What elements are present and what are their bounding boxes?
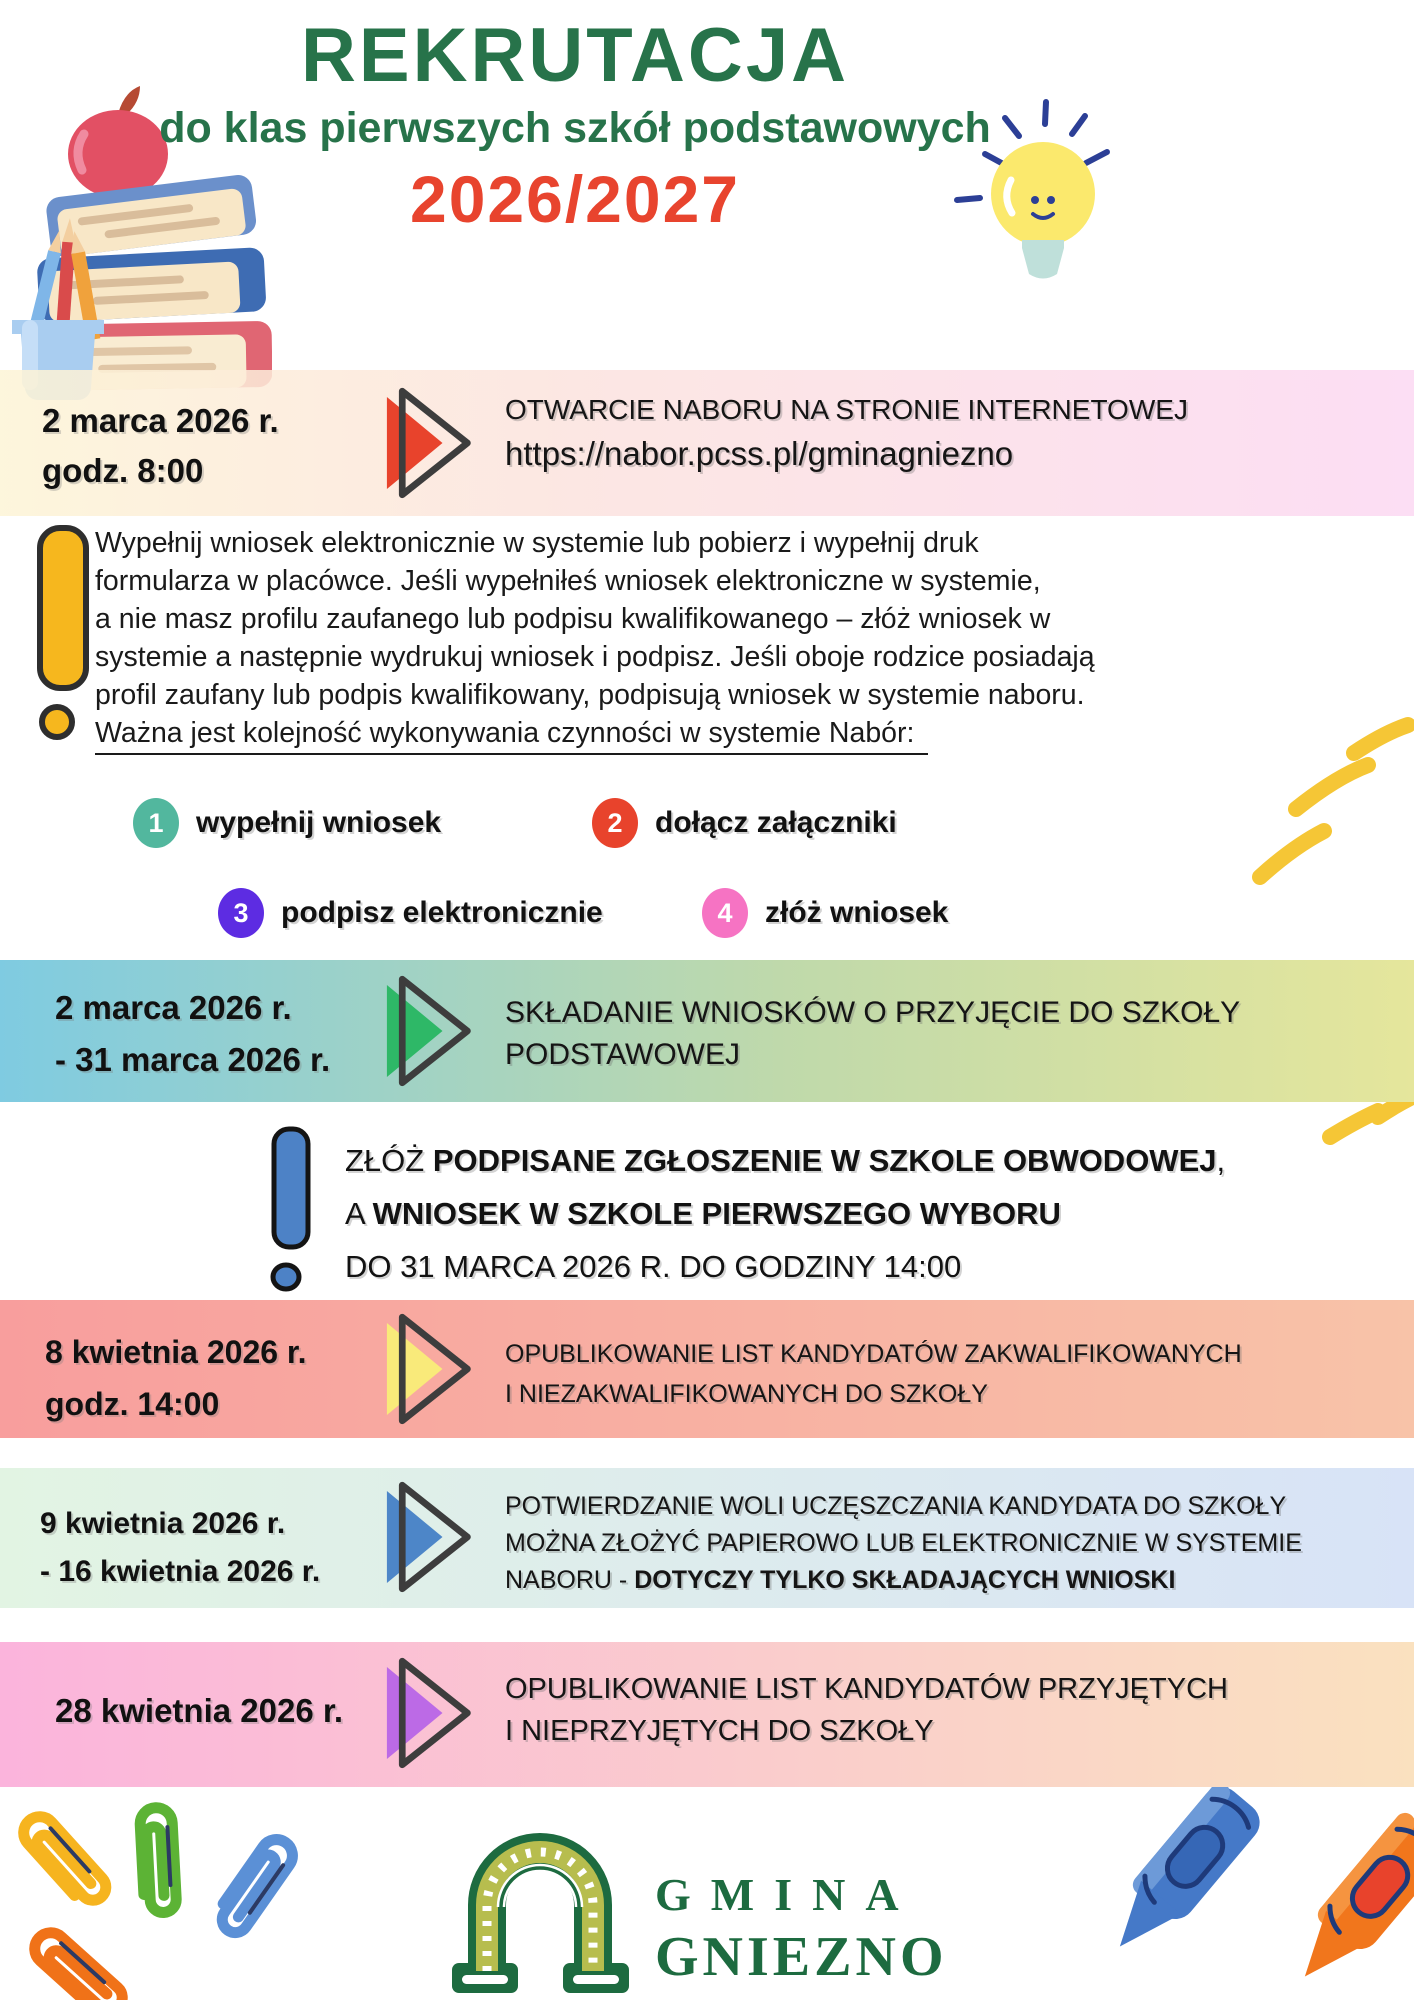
step-2-label: dołącz załączniki	[655, 806, 897, 839]
step-4	[702, 888, 948, 938]
crayons-illustration	[1095, 1786, 1414, 2000]
gmina-gniezno-wordmark	[655, 1868, 948, 1989]
band2-date	[55, 982, 330, 1086]
timeline-band-confirmation	[0, 1468, 1414, 1608]
step-3-badge: 3	[218, 888, 264, 938]
notice-line: ZŁÓŻ PODPISANE ZGŁOSZENIE W SZKOLE OBWODOWEJ,	[345, 1143, 1226, 1178]
poster-header	[145, 13, 1005, 237]
band2-line2: PODSTAWOWEJ	[505, 1038, 740, 1071]
date-line: 2 marca 2026 r.	[55, 989, 292, 1026]
gmina-gniezno-logo	[438, 1795, 643, 1995]
date-line: 28 kwietnia 2026 r.	[55, 1692, 344, 1729]
band3-line2: I NIEZAKWALIFIKOWANYCH DO SZKOŁY	[505, 1380, 988, 1408]
band3-line1: OPUBLIKOWANIE LIST KANDYDATÓW ZAKWALIFIKOWANYCH	[505, 1340, 1242, 1368]
arrow-icon	[385, 1480, 477, 1594]
band5-text	[505, 1668, 1228, 1752]
poster-title: REKRUTACJA	[301, 13, 849, 98]
band4-line3: NABORU - DOTYCZY TYLKO SKŁADAJĄCYCH WNIOSKI	[505, 1566, 1176, 1594]
school-submission-notice	[345, 1134, 1225, 1293]
step-1-badge: 1	[133, 798, 179, 848]
step-4-badge: 4	[702, 888, 748, 938]
band4-text	[505, 1488, 1302, 1599]
band3-text	[505, 1334, 1242, 1414]
band2-text	[505, 992, 1240, 1076]
arrow-icon	[385, 386, 477, 500]
crayon-icon	[1095, 1786, 1267, 1967]
date-line: godz. 8:00	[42, 452, 204, 489]
paragraph-line: profil zaufany lub podpis kwalifikowany, podpisują wniosek w systemie naboru.	[95, 679, 1085, 711]
step-3-label: podpisz elektronicznie	[281, 896, 603, 929]
arrow-icon	[385, 974, 477, 1088]
arrow-icon	[385, 1656, 477, 1770]
timeline-band-qualified-lists	[0, 1300, 1414, 1438]
band4-date	[40, 1500, 320, 1596]
instructions-paragraph	[95, 524, 1095, 755]
crayon-icon	[1280, 1809, 1414, 1997]
paragraph-line-underlined: Ważna jest kolejność wykonywania czynności w systemie Nabór:	[95, 714, 1095, 755]
paperclip-icon	[28, 1926, 127, 2000]
exclamation-icon-yellow	[30, 524, 100, 749]
band4-line1: POTWIERDZANIE WOLI UCZĘSZCZANIA KANDYDATA DO SZKOŁY	[505, 1492, 1287, 1520]
paragraph-line: systemie a następnie wydrukuj wniosek i podpisz. Jeśli oboje rodzice posiadają	[95, 641, 1095, 673]
date-line: 9 kwietnia 2026 r.	[40, 1507, 286, 1540]
poster-subtitle: do klas pierwszych szkół podstawowych	[159, 103, 991, 152]
band1-line1: OTWARCIE NABORU NA STRONIE INTERNETOWEJ	[505, 394, 1188, 425]
step-4-label: złóż wniosek	[765, 896, 949, 929]
logo-line-gniezno: GNIEZNO	[655, 1926, 948, 1988]
paperclip-icon	[139, 1807, 176, 1914]
step-2-badge: 2	[592, 798, 638, 848]
notice-line: DO 31 MARCA 2026 R. DO GODZINY 14:00	[345, 1249, 962, 1284]
logo-line-gmina: GMINA	[655, 1869, 919, 1920]
step-2	[592, 798, 897, 848]
step-1	[133, 798, 441, 848]
date-line: - 16 kwietnia 2026 r.	[40, 1555, 321, 1588]
step-1-label: wypełnij wniosek	[196, 806, 442, 839]
poster-years: 2026/2027	[410, 161, 740, 236]
band4-line2: MOŻNA ZŁOŻYĆ PAPIEROWO LUB ELEKTRONICZNIE W SYSTEMIE	[505, 1529, 1302, 1557]
band1-text	[505, 392, 1188, 472]
paperclips-illustration	[0, 1786, 330, 2000]
paperclip-icon	[212, 1833, 298, 1937]
date-line: 8 kwietnia 2026 r.	[45, 1334, 307, 1370]
exclamation-icon-blue	[265, 1126, 319, 1296]
band5-date	[55, 1692, 343, 1730]
date-line: - 31 marca 2026 r.	[55, 1041, 331, 1078]
band1-date	[42, 396, 279, 496]
paperclip-icon	[17, 1810, 111, 1909]
band5-line2: I NIEPRZYJĘTYCH DO SZKOŁY	[505, 1715, 934, 1747]
arrow-icon	[385, 1312, 477, 1426]
timeline-band-applications	[0, 960, 1414, 1102]
date-line: 2 marca 2026 r.	[42, 402, 279, 439]
timeline-band-accepted-lists	[0, 1642, 1414, 1787]
paragraph-line: Wypełnij wniosek elektronicznie w systemie lub pobierz i wypełnij druk	[95, 527, 979, 559]
band5-line1: OPUBLIKOWANIE LIST KANDYDATÓW PRZYJĘTYCH	[505, 1673, 1228, 1705]
band3-date	[45, 1326, 307, 1430]
step-3	[218, 888, 603, 938]
date-line: godz. 14:00	[45, 1386, 220, 1422]
paragraph-line: a nie masz profilu zaufanego lub podpisu kwalifikowanego – złóż wniosek w	[95, 603, 1051, 635]
nabor-url[interactable]: https://nabor.pcss.pl/gminagniezno	[505, 435, 1014, 472]
notice-line: A WNIOSEK W SZKOLE PIERWSZEGO WYBORU	[345, 1196, 1061, 1231]
timeline-band-opening	[0, 370, 1414, 516]
paragraph-line: formularza w placówce. Jeśli wypełniłeś wniosek elektroniczne w systemie,	[95, 565, 1041, 597]
band2-line1: SKŁADANIE WNIOSKÓW O PRZYJĘCIE DO SZKOŁY	[505, 996, 1241, 1029]
